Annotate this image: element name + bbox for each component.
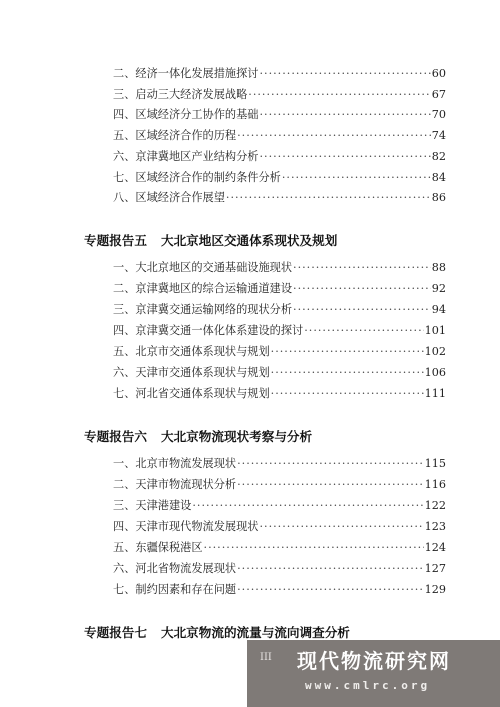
leader-dots [259, 108, 430, 122]
toc-entry-page: 67 [431, 88, 446, 101]
leader-dots [293, 282, 431, 296]
toc-entry-label: 四、天津市现代物流发展现状 [113, 520, 259, 533]
leader-dots [192, 499, 423, 513]
toc-entry-page: 74 [431, 129, 446, 142]
leader-dots [237, 583, 424, 597]
toc-entry-label: 七、区域经济合作的制约条件分析 [113, 171, 281, 184]
toc-entry-label: 七、河北省交通体系现状与规划 [113, 387, 270, 400]
leader-dots [282, 171, 431, 185]
toc-entry-label: 一、北京市物流发展现状 [113, 457, 237, 470]
toc-entry-label: 四、京津冀交通一体化体系建设的探讨 [113, 324, 304, 337]
leader-dots [271, 387, 424, 401]
toc-entry-label: 五、区域经济合作的历程 [113, 129, 237, 142]
toc-entry-page: 70 [431, 108, 446, 121]
toc-entry-page: 102 [424, 345, 446, 358]
brand-url: www.cmlrc.org [305, 679, 431, 692]
toc-entry[interactable] [113, 583, 446, 597]
toc-entry-page: 92 [431, 282, 446, 295]
toc-entry[interactable] [113, 366, 446, 380]
toc-entry-page: 122 [424, 499, 446, 512]
section-title: 大北京物流的流量与流向调查分析 [160, 625, 350, 640]
leader-dots [259, 520, 423, 534]
toc-entry-page: 116 [424, 478, 446, 491]
toc-entry-page: 94 [431, 303, 446, 316]
toc-entry[interactable] [113, 541, 446, 555]
toc-entry[interactable] [113, 191, 446, 205]
toc-entry[interactable] [113, 387, 446, 401]
leader-dots [237, 129, 431, 143]
leader-dots [293, 261, 431, 275]
section-title: 大北京地区交通体系现状及规划 [160, 233, 338, 248]
toc-entry[interactable] [113, 457, 446, 471]
section-title: 大北京物流现状考察与分析 [160, 429, 313, 444]
toc-entry-label: 三、启动三大经济发展战略 [113, 88, 248, 101]
toc-entry-page: 88 [431, 261, 446, 274]
leader-dots [271, 345, 424, 359]
toc-entry-page: 60 [431, 67, 446, 80]
toc-entry[interactable] [113, 520, 446, 534]
leader-dots [237, 478, 424, 492]
leader-dots [259, 150, 430, 164]
leader-dots [304, 324, 423, 338]
toc-entry[interactable] [113, 171, 446, 185]
leader-dots [293, 303, 431, 317]
toc-entry-label: 八、区域经济合作展望 [113, 191, 225, 204]
toc-entry[interactable] [113, 303, 446, 317]
toc-entry[interactable] [113, 261, 446, 275]
toc-entry-label: 二、天津市物流现状分析 [113, 478, 237, 491]
toc-entry-label: 二、京津冀地区的综合运输通道建设 [113, 282, 293, 295]
toc-entry-page: 106 [424, 366, 446, 379]
toc-entry-page: 115 [424, 457, 446, 470]
toc-entry[interactable] [113, 88, 446, 102]
toc-entry-label: 一、大北京地区的交通基础设施现状 [113, 261, 293, 274]
section-heading-report-5[interactable] [84, 233, 337, 249]
brand-logo-text: 现代物流研究网 [297, 649, 451, 673]
toc-entry-label: 三、天津港建设 [113, 499, 192, 512]
page-number: III [260, 652, 272, 663]
leader-dots [226, 191, 431, 205]
toc-entry[interactable] [113, 499, 446, 513]
section-number: 专题报告七 [84, 625, 147, 640]
leader-dots [204, 541, 424, 555]
leader-dots [248, 88, 430, 102]
toc-entry-page: 111 [424, 387, 446, 400]
toc-entry-label: 二、经济一体化发展措施探讨 [113, 67, 259, 80]
toc-entry-page: 86 [431, 191, 446, 204]
toc-entry[interactable] [113, 129, 446, 143]
toc-entry-page: 124 [424, 541, 446, 554]
toc-entry[interactable] [113, 282, 446, 296]
toc-entry-label: 三、京津冀交通运输网络的现状分析 [113, 303, 293, 316]
toc-entry[interactable] [113, 67, 446, 81]
toc-entry[interactable] [113, 108, 446, 122]
toc-entry-page: 84 [431, 171, 446, 184]
toc-entry[interactable] [113, 478, 446, 492]
toc-entry-label: 六、京津冀地区产业结构分析 [113, 150, 259, 163]
toc-entry-label: 四、区域经济分工协作的基础 [113, 108, 259, 121]
section-heading-report-6[interactable] [84, 429, 312, 445]
toc-entry[interactable] [113, 150, 446, 164]
toc-entry-label: 七、制约因素和存在问题 [113, 583, 237, 596]
toc-entry[interactable] [113, 324, 446, 338]
leader-dots [237, 457, 424, 471]
section-number: 专题报告五 [84, 233, 147, 248]
leader-dots [271, 366, 424, 380]
toc-entry-page: 129 [424, 583, 446, 596]
footer-watermark-band [247, 640, 500, 707]
leader-dots [237, 562, 424, 576]
toc-entry-page: 101 [424, 324, 446, 337]
toc-entry[interactable] [113, 345, 446, 359]
toc-entry-label: 五、北京市交通体系现状与规划 [113, 345, 270, 358]
toc-entry-page: 123 [424, 520, 446, 533]
section-number: 专题报告六 [84, 429, 147, 444]
toc-entry-label: 五、东疆保税港区 [113, 541, 203, 554]
toc-entry-label: 六、天津市交通体系现状与规划 [113, 366, 270, 379]
toc-entry-label: 六、河北省物流发展现状 [113, 562, 237, 575]
toc-entry-page: 82 [431, 150, 446, 163]
section-heading-report-7[interactable] [84, 625, 350, 641]
leader-dots [259, 67, 430, 81]
toc-entry-page: 127 [424, 562, 446, 575]
toc-entry[interactable] [113, 562, 446, 576]
